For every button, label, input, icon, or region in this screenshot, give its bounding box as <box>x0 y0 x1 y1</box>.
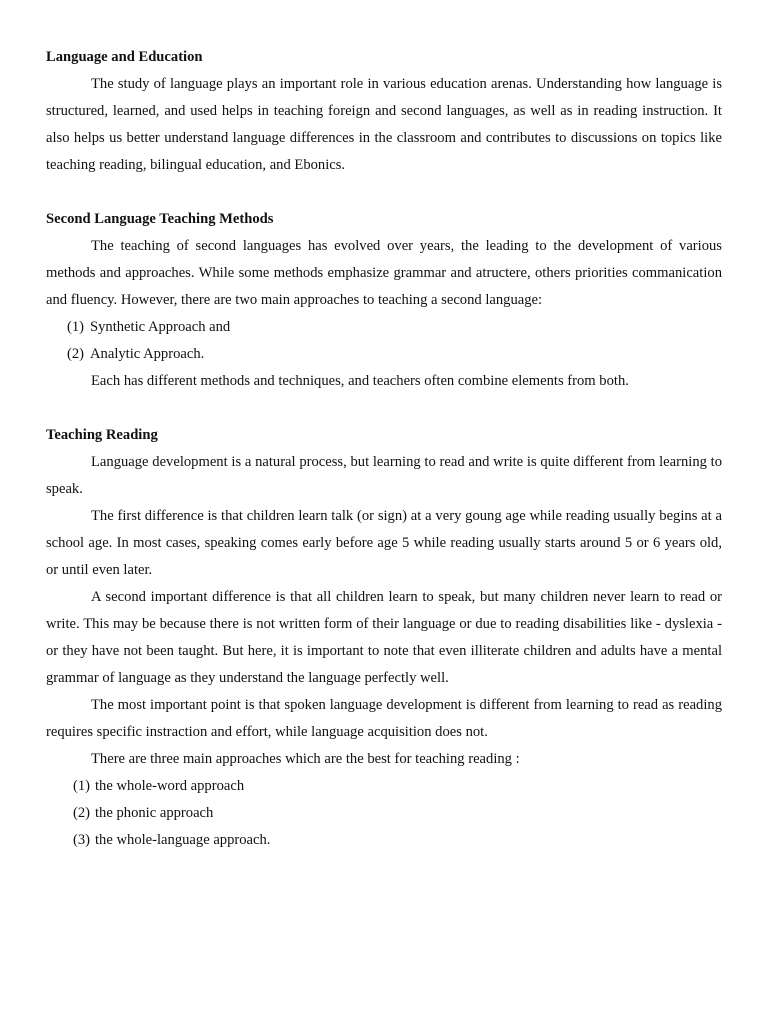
body-paragraph: The teaching of second languages has evolved over years, the leading to the development of various methods and approaches. While some methods emphasize grammar and atructere, others priorities commanication and fluency. However, there are two main approaches to teaching a second language: <box>46 238 722 308</box>
list-number: (2) <box>73 805 91 821</box>
list-text: Synthetic Approach and <box>90 319 231 335</box>
section-teaching-reading <box>46 422 722 854</box>
body-paragraph: The most important point is that spoken language development is different from learning to read as reading requires specific instraction and effort, while language acquisition does not. <box>46 697 722 740</box>
list-number: (2) <box>67 346 85 362</box>
body-paragraph: A second important difference is that all children learn to speak, but many children never learn to read or write. This may be because there is not written form of their language or due to reading disabilities like - dyslexia - or they have not been taught. But here, it is important to note that even illiterate children and adults have a mental grammar of language as they understand the language perfectly well. <box>46 589 722 686</box>
list-text: the whole-language approach. <box>95 832 271 848</box>
list-text: the whole-word approach <box>95 778 245 794</box>
section-heading: Teaching Reading <box>46 427 158 443</box>
list-number: (1) <box>73 778 91 794</box>
list-number: (3) <box>73 832 91 848</box>
section-heading: Second Language Teaching Methods <box>46 211 274 227</box>
list-item <box>46 314 722 341</box>
body-paragraph: There are three main approaches which are the best for teaching reading : <box>91 751 520 767</box>
list-item <box>46 827 722 854</box>
approach-list <box>46 314 722 368</box>
section-spacer <box>46 395 722 422</box>
list-number: (1) <box>67 319 85 335</box>
section-second-language-teaching-methods <box>46 206 722 395</box>
list-item <box>46 773 722 800</box>
body-paragraph: Each has different methods and techniques, and teachers often combine elements from both. <box>91 373 629 389</box>
body-paragraph: The study of language plays an important role in various education arenas. Understanding how language is structured, learned, and used helps in teaching foreign and second languages, as well as in reading instruction. It also helps us better understand language differences in the classroom and contributes to discussions on topics like teaching reading, bilingual education, and Ebonics. <box>46 76 722 173</box>
list-text: Analytic Approach. <box>90 346 205 362</box>
section-heading: Language and Education <box>46 49 203 65</box>
section-spacer <box>46 179 722 206</box>
list-item <box>46 800 722 827</box>
list-item <box>46 341 722 368</box>
list-text: the phonic approach <box>95 805 214 821</box>
section-language-and-education <box>46 44 722 179</box>
reading-approach-list <box>46 773 722 854</box>
body-paragraph: The first difference is that children learn talk (or sign) at a very goung age while reading usually begins at a school age. In most cases, speaking comes early before age 5 while reading usually starts around 5 or 6 years old, or until even later. <box>46 508 722 578</box>
body-paragraph: Language development is a natural process, but learning to read and write is quite different from learning to speak. <box>46 454 722 497</box>
